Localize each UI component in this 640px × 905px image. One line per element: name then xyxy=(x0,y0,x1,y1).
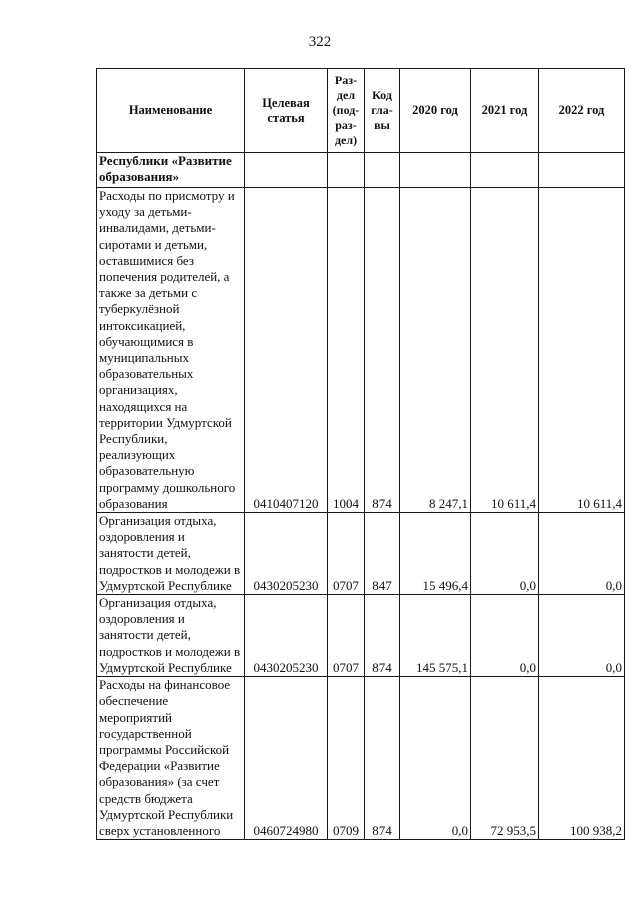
row-chapter-code: 874 xyxy=(365,188,400,513)
row-section: 0707 xyxy=(328,513,365,595)
row-name: Расходы по присмотру и уходу за детьми-инвалидами, детьми-сиротами и детьми, оставшимися без попечения родителей, а также за детьми с туберкулёзной интоксикацией, обучающимися в муниципальных образовательных организациях, находящихся на территории Удмуртской Республики, реализующих образовательную программу дошкольного образования xyxy=(97,188,245,513)
table-row xyxy=(97,595,625,677)
row-section: 0707 xyxy=(328,595,365,677)
table-header-row xyxy=(97,69,625,153)
row-article: 0430205230 xyxy=(245,595,328,677)
row-2020: 15 496,4 xyxy=(400,513,471,595)
row-2022: 10 611,4 xyxy=(539,188,625,513)
table-row xyxy=(97,188,625,513)
row-article: 0460724980 xyxy=(245,677,328,840)
row-article: 0430205230 xyxy=(245,513,328,595)
row-article: 0410407120 xyxy=(245,188,328,513)
row-2020: 8 247,1 xyxy=(400,188,471,513)
section-row xyxy=(97,153,625,188)
row-2022: 0,0 xyxy=(539,513,625,595)
row-section: 1004 xyxy=(328,188,365,513)
budget-table xyxy=(96,68,625,840)
row-2021: 10 611,4 xyxy=(471,188,539,513)
header-name: Наименование xyxy=(97,69,245,153)
section-title: Республики «Развитие образования» xyxy=(97,153,245,188)
row-chapter-code: 874 xyxy=(365,677,400,840)
row-name: Расходы на финансовое обеспечение мероприятий государственной программы Российской Федерации «Развитие образования» (за счет средств бюджета Удмуртской Республики сверх установленного xyxy=(97,677,245,840)
header-chapter-code: Код гла-вы xyxy=(365,69,400,153)
header-2021: 2021 год xyxy=(471,69,539,153)
row-2020: 145 575,1 xyxy=(400,595,471,677)
table-row xyxy=(97,513,625,595)
row-name: Организация отдыха, оздоровления и занятости детей, подростков и молодежи в Удмуртской Республике xyxy=(97,595,245,677)
header-2022: 2022 год xyxy=(539,69,625,153)
row-2021: 72 953,5 xyxy=(471,677,539,840)
row-2020: 0,0 xyxy=(400,677,471,840)
header-2020: 2020 год xyxy=(400,69,471,153)
row-section: 0709 xyxy=(328,677,365,840)
row-2022: 100 938,2 xyxy=(539,677,625,840)
row-chapter-code: 874 xyxy=(365,595,400,677)
row-2021: 0,0 xyxy=(471,513,539,595)
header-target-article: Целевая статья xyxy=(245,69,328,153)
table-row xyxy=(97,677,625,840)
header-section: Раз-дел (под-раз-дел) xyxy=(328,69,365,153)
row-2021: 0,0 xyxy=(471,595,539,677)
row-name: Организация отдыха, оздоровления и занятости детей, подростков и молодежи в Удмуртской Республике xyxy=(97,513,245,595)
row-chapter-code: 847 xyxy=(365,513,400,595)
page-number: 322 xyxy=(308,34,332,50)
row-2022: 0,0 xyxy=(539,595,625,677)
